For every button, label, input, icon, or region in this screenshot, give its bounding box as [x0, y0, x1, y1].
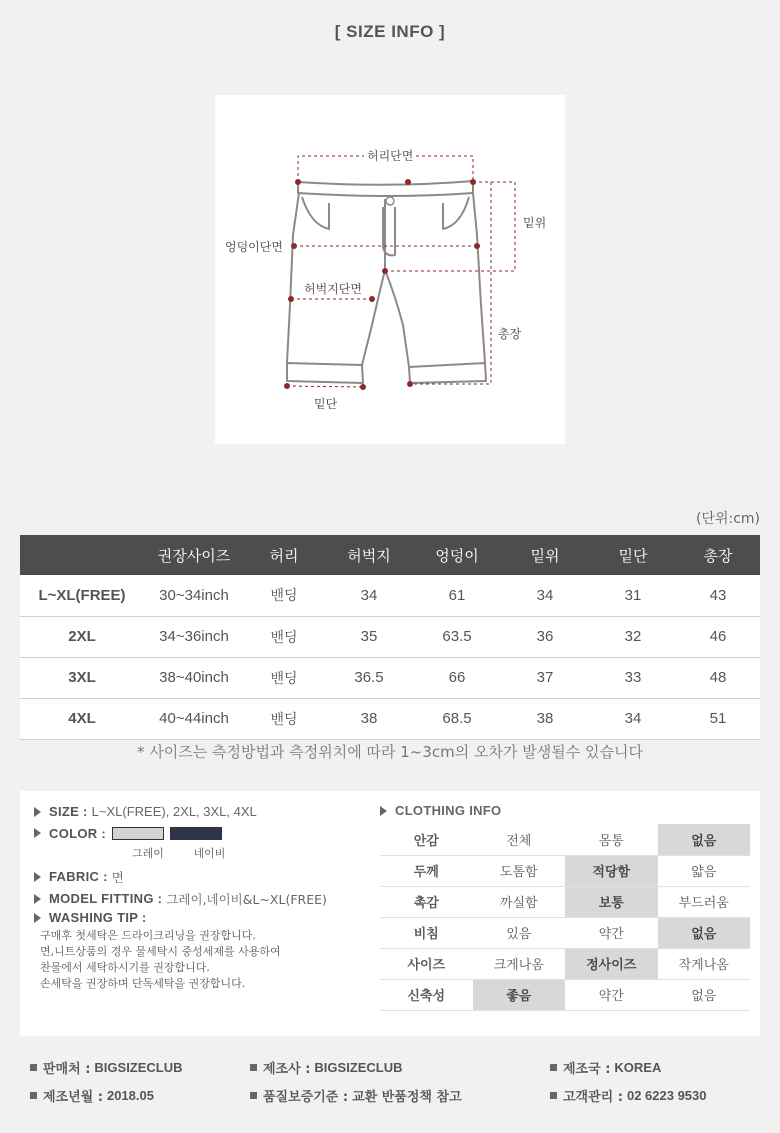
country-key: 제조국 : — [563, 1062, 611, 1077]
color-swatch-labels — [132, 845, 394, 861]
attribute-option: 없음 — [658, 917, 751, 948]
attribute-name: 비침 — [380, 917, 473, 948]
navy-color-swatch — [170, 827, 222, 840]
bullet-triangle-icon — [380, 806, 387, 816]
attribute-option: 크게나옴 — [473, 948, 566, 979]
table-row — [20, 698, 760, 739]
attribute-name: 촉감 — [380, 886, 473, 917]
table-cell: 33 — [590, 657, 676, 698]
attribute-option: 얇음 — [658, 855, 751, 886]
warranty-row — [250, 1086, 462, 1105]
header-cell: 엉덩이 — [414, 535, 500, 575]
header-cell: 밑위 — [500, 535, 590, 575]
model-fitting-key: MODEL FITTING : — [49, 891, 163, 906]
header-cell: 총장 — [676, 535, 760, 575]
attribute-option: 몸통 — [565, 824, 658, 855]
cs-row — [550, 1086, 707, 1105]
size-key: SIZE : — [49, 804, 88, 819]
washing-line: 손세탁을 권장하며 단독세탁을 권장합니다. — [40, 977, 246, 990]
cs-value: 02 6223 9530 — [626, 1088, 707, 1103]
washing-line: 찬물에서 세탁하시기를 권장합니다. — [40, 961, 210, 974]
table-cell: 34 — [500, 575, 590, 616]
attribute-option: 없음 — [658, 824, 751, 855]
fabric-key: FABRIC : — [49, 869, 108, 884]
table-cell: 38 — [500, 698, 590, 739]
attribute-name: 사이즈 — [380, 948, 473, 979]
size-label-cell: 2XL — [20, 616, 144, 657]
navy-color-name: 네이비 — [193, 847, 226, 860]
attribute-option: 전체 — [473, 824, 566, 855]
table-cell: 밴딩 — [244, 657, 324, 698]
maker-value: BIGSIZECLUB — [314, 1060, 403, 1075]
gray-color-swatch — [112, 827, 164, 840]
clothing-info-row — [380, 824, 750, 855]
table-cell: 66 — [414, 657, 500, 698]
bullet-triangle-icon — [34, 872, 41, 882]
table-cell: 68.5 — [414, 698, 500, 739]
attribute-option: 도톰함 — [473, 855, 566, 886]
maker-key: 제조사 : — [263, 1062, 311, 1077]
table-cell: 40~44inch — [144, 698, 244, 739]
cs-key: 고객관리 : — [563, 1090, 623, 1105]
attribute-option: 까실함 — [473, 886, 566, 917]
bullet-triangle-icon — [34, 807, 41, 817]
size-label-cell: 4XL — [20, 698, 144, 739]
clothing-info-row — [380, 886, 750, 917]
size-row — [34, 803, 394, 820]
header-cell: 허리 — [244, 535, 324, 575]
model-fitting-value: 그레이,네이비&L~XL(FREE) — [166, 891, 327, 907]
country-value: KOREA — [614, 1060, 662, 1075]
hip-label: 엉덩이단면 — [225, 240, 283, 254]
washing-tip-text — [40, 928, 394, 992]
bullet-square-icon — [550, 1092, 557, 1099]
product-specs — [34, 803, 394, 992]
color-key: COLOR : — [49, 825, 106, 841]
attribute-option: 작게나옴 — [658, 948, 751, 979]
fabric-value: 면 — [111, 869, 124, 885]
attribute-option: 좋음 — [473, 979, 566, 1010]
attribute-option: 있음 — [473, 917, 566, 948]
clothing-info — [380, 803, 750, 1011]
bullet-triangle-icon — [34, 913, 41, 923]
table-cell: 30~34inch — [144, 575, 244, 616]
date-row — [30, 1086, 154, 1105]
size-table-header — [20, 535, 760, 575]
header-cell: 밑단 — [590, 535, 676, 575]
table-cell: 32 — [590, 616, 676, 657]
bullet-square-icon — [250, 1064, 257, 1071]
model-fitting-row — [34, 890, 394, 907]
clothing-info-row — [380, 948, 750, 979]
table-cell: 밴딩 — [244, 616, 324, 657]
table-row — [20, 657, 760, 698]
bullet-triangle-icon — [34, 894, 41, 904]
attribute-name: 안감 — [380, 824, 473, 855]
table-cell: 34~36inch — [144, 616, 244, 657]
maker-row — [250, 1058, 403, 1077]
table-cell: 38 — [324, 698, 414, 739]
size-value: L~XL(FREE), 2XL, 3XL, 4XL — [91, 804, 257, 819]
table-cell: 36.5 — [324, 657, 414, 698]
header-cell: 허벅지 — [324, 535, 414, 575]
attribute-option: 약간 — [565, 917, 658, 948]
rise-label: 밑위 — [523, 216, 547, 230]
washing-line: 구매후 첫세탁은 드라이크리닝을 권장합니다. — [40, 929, 256, 942]
table-cell: 밴딩 — [244, 575, 324, 616]
fabric-row — [34, 868, 394, 885]
size-label-cell: L~XL(FREE) — [20, 575, 144, 616]
pants-measurement-diagram — [215, 95, 565, 444]
washing-tip-key: WASHING TIP : — [49, 910, 147, 925]
clothing-info-title: CLOTHING INFO — [395, 803, 502, 818]
seller-row — [30, 1058, 183, 1077]
table-cell: 63.5 — [414, 616, 500, 657]
unit-label: (단위:cm) — [695, 511, 760, 527]
waist-label: 허리단면 — [364, 147, 416, 164]
attribute-option: 정사이즈 — [565, 948, 658, 979]
bullet-square-icon — [30, 1092, 37, 1099]
product-info-panel — [20, 791, 760, 1036]
table-cell: 61 — [414, 575, 500, 616]
table-cell: 34 — [324, 575, 414, 616]
table-cell: 51 — [676, 698, 760, 739]
length-label: 총장 — [498, 327, 522, 341]
measurement-note: * 사이즈는 측정방법과 측정위치에 따라 1~3cm의 오차가 발생될수 있습니다 — [137, 743, 643, 761]
bullet-triangle-icon — [34, 828, 41, 838]
clothing-info-row — [380, 979, 750, 1010]
table-cell: 36 — [500, 616, 590, 657]
attribute-name: 신축성 — [380, 979, 473, 1010]
table-row — [20, 575, 760, 616]
table-cell: 35 — [324, 616, 414, 657]
warranty-value: 교환 반품정책 참고 — [352, 1090, 462, 1105]
thigh-label: 허벅지단면 — [304, 282, 362, 296]
size-table — [20, 535, 760, 740]
seller-value: BIGSIZECLUB — [94, 1060, 183, 1075]
washing-tip-row — [34, 909, 394, 926]
table-cell: 34 — [590, 698, 676, 739]
attribute-option: 적당함 — [565, 855, 658, 886]
header-cell: 권장사이즈 — [144, 535, 244, 575]
seller-key: 판매처 : — [43, 1062, 91, 1077]
attribute-name: 두께 — [380, 855, 473, 886]
country-row — [550, 1058, 661, 1077]
clothing-info-table — [380, 824, 750, 1011]
header-cell — [20, 535, 144, 575]
attribute-option: 보통 — [565, 886, 658, 917]
clothing-info-row — [380, 917, 750, 948]
table-cell: 37 — [500, 657, 590, 698]
clothing-info-row — [380, 855, 750, 886]
table-cell: 31 — [590, 575, 676, 616]
hem-label: 밑단 — [314, 397, 338, 411]
gray-color-name: 그레이 — [132, 847, 164, 860]
washing-line: 면,니트상품의 경우 물세탁시 중성세제를 사용하여 — [40, 945, 281, 958]
bullet-square-icon — [250, 1092, 257, 1099]
size-label-cell: 3XL — [20, 657, 144, 698]
table-cell: 38~40inch — [144, 657, 244, 698]
table-cell: 밴딩 — [244, 698, 324, 739]
warranty-key: 품질보증기준 : — [263, 1090, 349, 1105]
date-value: 2018.05 — [106, 1088, 154, 1103]
bullet-square-icon — [30, 1064, 37, 1071]
table-cell: 43 — [676, 575, 760, 616]
clothing-info-title-row — [380, 803, 750, 818]
attribute-option: 약간 — [565, 979, 658, 1010]
table-row — [20, 616, 760, 657]
color-row — [34, 823, 394, 843]
page-title: [ SIZE INFO ] — [334, 22, 446, 41]
table-cell: 46 — [676, 616, 760, 657]
attribute-option: 부드러움 — [658, 886, 751, 917]
bullet-square-icon — [550, 1064, 557, 1071]
attribute-option: 없음 — [658, 979, 751, 1010]
table-cell: 48 — [676, 657, 760, 698]
date-key: 제조년월 : — [43, 1090, 103, 1105]
